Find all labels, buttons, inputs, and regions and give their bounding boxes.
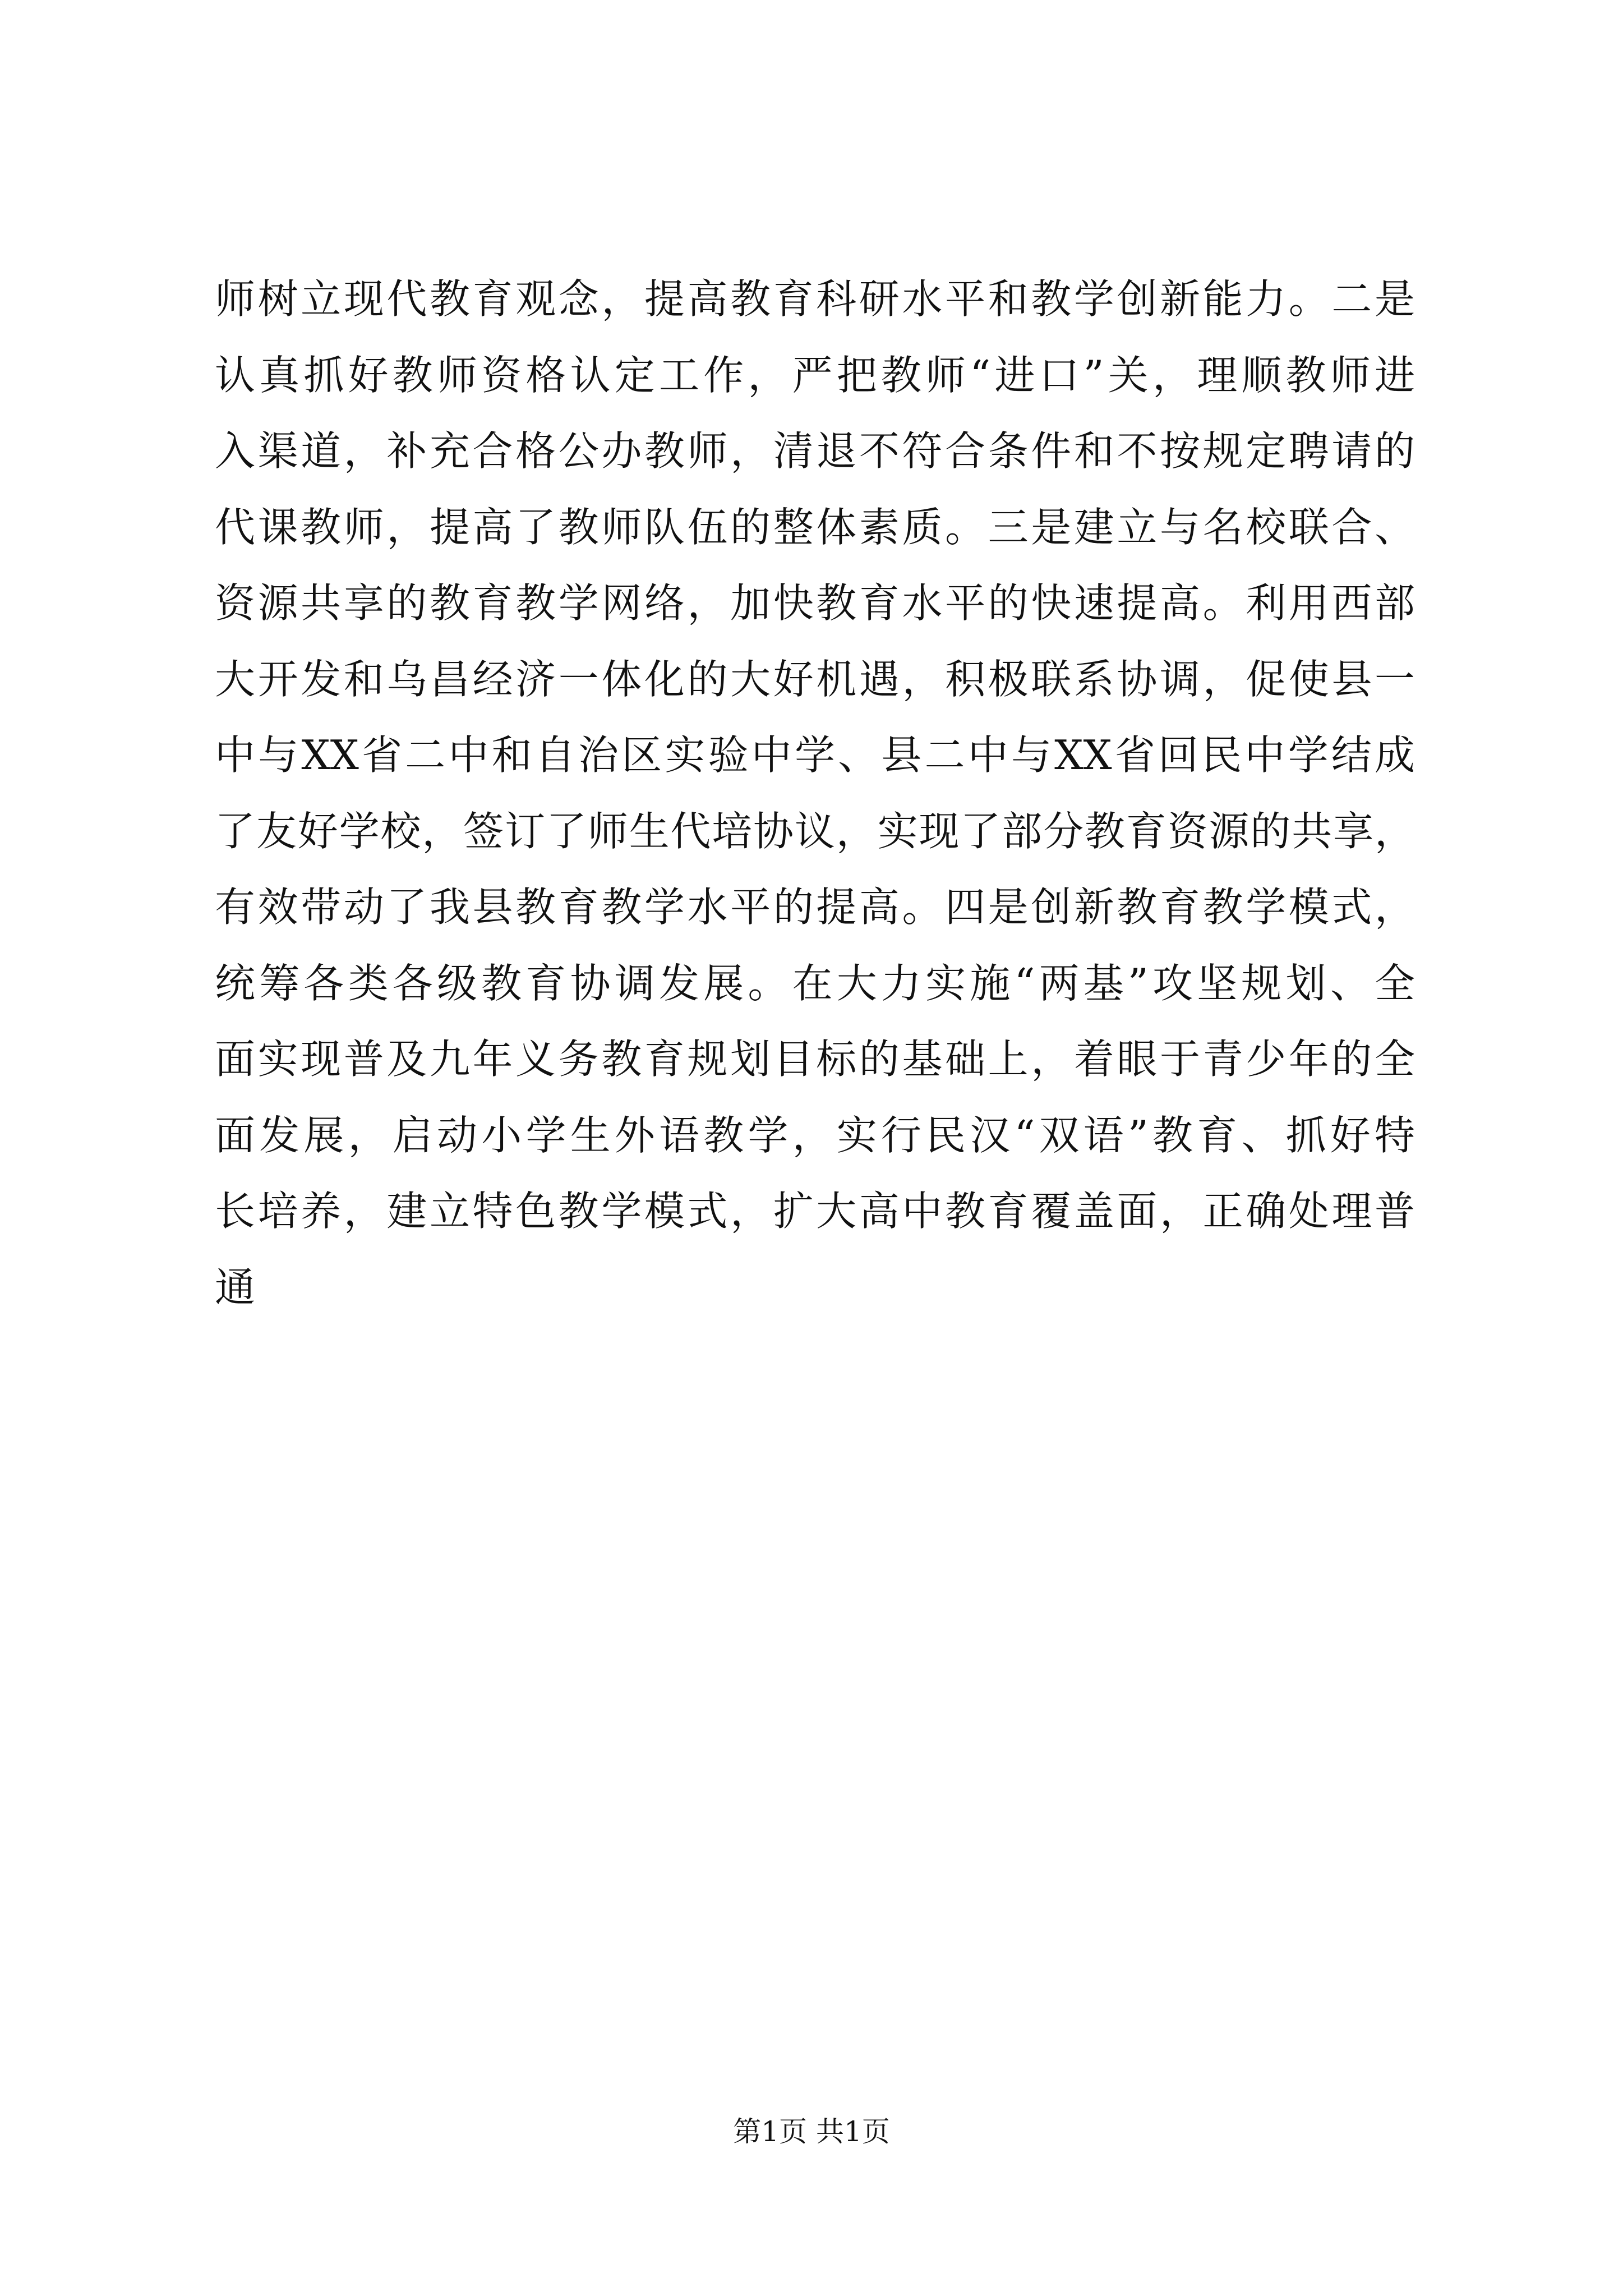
text-line: 长培养，建立特色教学模式，扩大高中教育覆盖面，正确处理普 bbox=[215, 1188, 1415, 1235]
text-line: 统筹各类各级教育协调发展。在大力实施“两基”攻坚规划、全 bbox=[215, 959, 1415, 1007]
text-line: 代课教师，提高了教师队伍的整体素质。三是建立与名校联合、 bbox=[215, 503, 1415, 551]
text-line: 入渠道，补充合格公办教师，清退不符合条件和不按规定聘请的 bbox=[215, 427, 1415, 475]
text-line: 通 bbox=[215, 1263, 256, 1311]
text-line: 了友好学校，签订了师生代培协议，实现了部分教育资源的共享， bbox=[215, 807, 1415, 855]
text-line: 有效带动了我县教育教学水平的提高。四是创新教育教学模式， bbox=[215, 884, 1415, 931]
text-line: 面发展，启动小学生外语教学，实行民汉“双语”教育、抓好特 bbox=[215, 1111, 1415, 1159]
text-line: 认真抓好教师资格认定工作，严把教师“进口”关，理顺教师进 bbox=[215, 351, 1415, 399]
text-line: 中与XX省二中和自治区实验中学、县二中与XX省回民中学结成 bbox=[215, 731, 1415, 779]
text-line: 资源共享的教育教学网络，加快教育水平的快速提高。利用西部 bbox=[215, 579, 1415, 627]
text-line: 大开发和乌昌经济一体化的大好机遇，积极联系协调，促使县一 bbox=[215, 655, 1415, 703]
text-line: 师树立现代教育观念，提高教育科研水平和教学创新能力。二是 bbox=[215, 275, 1415, 323]
body-text bbox=[215, 261, 1415, 1326]
page-footer: 第1页 共1页 bbox=[733, 2115, 890, 2148]
text-line: 面实现普及九年义务教育规划目标的基础上，着眼于青少年的全 bbox=[215, 1036, 1415, 1083]
